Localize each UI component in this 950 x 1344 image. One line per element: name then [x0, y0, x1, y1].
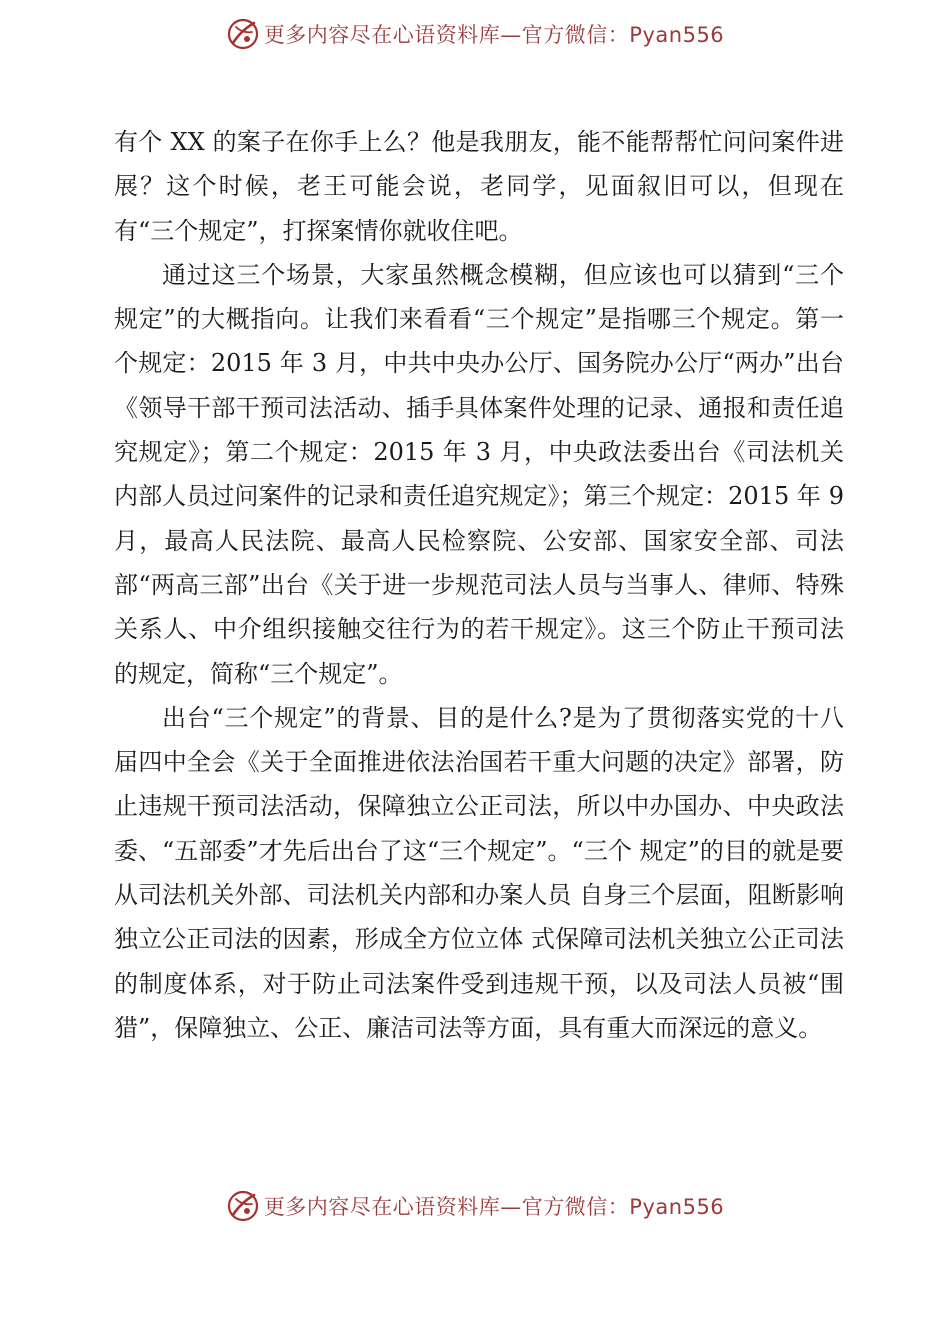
document-body: [114, 120, 844, 1050]
paragraph-2: 通过这三个场景，大家虽然概念模糊，但应该也可以猜到“三个规定”的大概指向。让我们来看看“三个规定”是指哪三个规定。第一个规定：2015 年 3 月，中共中央办公厅、国务院办公厅“两办”出台《领导干部干预司法活动、插手具体案件处理的记录、通报和责任追究规定》；第二个规定：2015 年 3 月，中央政法委出台《司法机关内部人员过问案件的记录和责任追究规定》；第三个规定：2015 年 9 月，最高人民法院、最高人民检察院、公安部、国家安全部、司法部“两高三部”出台《关于进一步规范司法人员与当事人、律师、特殊关系人、中介组织接触交往行为的若干规定》。这三个防止干预司法的规定，简称“三个规定”。: [114, 260, 844, 688]
seal-logo-icon: [226, 1189, 260, 1223]
paragraph-1: 有个 XX 的案子在你手上么？他是我朋友，能不能帮帮忙问问案件进展？这个时候，老王可能会说，老同学，见面叙旧可以，但现在有“三个规定”，打探案情你就收住吧。: [114, 128, 844, 245]
footer-ad-text: 更多内容尽在心语资料库—官方微信：Pyan556: [263, 1195, 725, 1219]
header-ad-text: 更多内容尽在心语资料库—官方微信：Pyan556: [263, 23, 725, 47]
footer-banner: [0, 1186, 950, 1226]
paragraph-3: 出台“三个规定”的背景、目的是什么?是为了贯彻落实党的十八届四中全会《关于全面推进依法治国若干重大问题的决定》部署，防止违规干预司法活动，保障独立公正司法，所以中办国办、中央政法委、“五部委”才先后出台了这“三个规定”。“三个 规定”的目的就是要从司法机关外部、司法机关内部和办案人员 自身三个层面，阻断影响独立公正司法的因素，形成全方位立体 式保障司法机关独立公正司法的制度体系，对于防止司法案件受到违规干预，以及司法人员被“围猎”，保障独立、公正、廉洁司法等方面，具有重大而深远的意义。: [114, 703, 844, 1042]
header-banner: [0, 14, 950, 54]
seal-logo-icon: [226, 17, 260, 51]
